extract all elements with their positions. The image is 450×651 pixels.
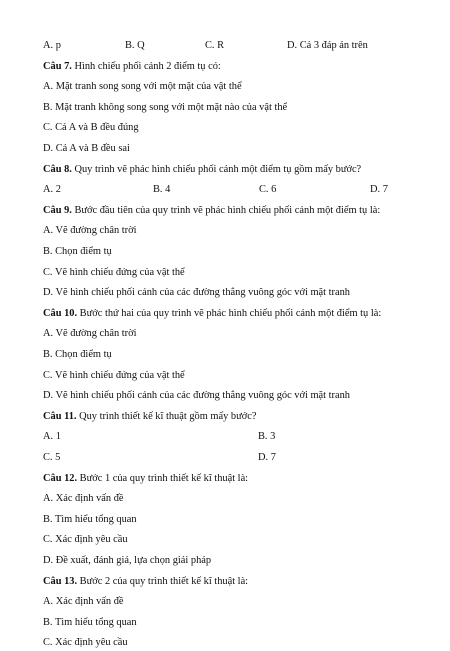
q12-option-a: A. Xác định vấn đề xyxy=(43,493,124,505)
q10-option-d: D. Vẽ hình chiếu phối cảnh của các đường thẳng vuông góc với mặt tranh xyxy=(43,390,350,402)
question-7 xyxy=(43,59,423,75)
answer-row xyxy=(43,38,423,54)
question-label: Câu 13. xyxy=(43,575,78,587)
question-text: Quy trình vẽ phác hình chiếu phối cảnh một điểm tụ gồm mấy bước? xyxy=(71,163,362,175)
q7-option-a: A. Mặt tranh song song với một mặt của vật thể xyxy=(43,81,242,93)
q11-option-a: A. 1 xyxy=(43,431,61,443)
q13-option-a: A. Xác định vấn đề xyxy=(43,596,124,608)
question-text: Bước 2 của quy trình thiết kế kĩ thuật là: xyxy=(77,575,249,587)
q8-option-d: D. 7 xyxy=(370,184,388,196)
question-label: Câu 11. xyxy=(43,410,77,422)
question-label: Câu 9. xyxy=(43,204,72,216)
option-c: C. R xyxy=(205,40,225,51)
q9-option-c: C. Vẽ hình chiếu đứng của vật thể xyxy=(43,266,185,278)
option-d: D. Cả 3 đáp án trên xyxy=(287,40,368,51)
option-a: A. p xyxy=(43,40,61,51)
q9-option-d: D. Vẽ hình chiếu phối cảnh của các đường thẳng vuông góc với mặt tranh xyxy=(43,287,350,299)
question-text: Hình chiếu phối cảnh 2 điểm tụ có: xyxy=(71,60,221,72)
q7-option-d: D. Cả A và B đều sai xyxy=(43,143,130,154)
q7-option-c: C. Cả A và B đều đúng xyxy=(43,122,139,134)
q13-option-b: B. Tìm hiểu tổng quan xyxy=(43,616,137,628)
option-b: B. Q xyxy=(125,40,145,51)
q11-answer-row-1 xyxy=(43,429,423,445)
question-label: Câu 10. xyxy=(43,307,78,319)
question-9 xyxy=(43,203,423,219)
q13-option-c: C. Xác định yêu cầu xyxy=(43,637,128,649)
q11-option-c: C. 5 xyxy=(43,452,61,463)
question-label: Câu 8. xyxy=(43,163,72,175)
q10-option-b: B. Chọn điểm tụ xyxy=(43,349,112,360)
question-13 xyxy=(43,574,423,590)
q7-option-b: B. Mặt tranh không song song với một mặt nào của vật thể xyxy=(43,101,288,113)
q11-option-b: B. 3 xyxy=(258,431,276,443)
question-text: Bước đầu tiên của quy trình vẽ phác hình chiếu phối cảnh một điểm tụ là: xyxy=(71,204,381,216)
question-label: Câu 12. xyxy=(43,472,78,484)
question-text: Bước 1 của quy trình thiết kế kĩ thuật là: xyxy=(77,472,249,484)
q12-option-b: B. Tìm hiểu tổng quan xyxy=(43,513,137,525)
q11-answer-row-2 xyxy=(43,450,423,466)
q9-option-a: A. Vẽ đường chân trời xyxy=(43,225,137,237)
q11-option-d: D. 7 xyxy=(258,452,276,463)
question-text: Bước thứ hai của quy trình vẽ phác hình chiếu phối cảnh một điểm tụ là: xyxy=(77,307,382,319)
q12-option-c: C. Xác định yêu cầu xyxy=(43,534,128,546)
q8-answer-row xyxy=(43,182,423,198)
q12-option-d: D. Đề xuất, đánh giá, lựa chọn giải pháp xyxy=(43,555,212,566)
q8-option-b: B. 4 xyxy=(153,184,171,196)
question-11 xyxy=(43,409,423,425)
question-12 xyxy=(43,471,423,487)
q8-option-a: A. 2 xyxy=(43,184,61,196)
q9-option-b: B. Chọn điểm tụ xyxy=(43,246,112,257)
question-label: Câu 7. xyxy=(43,60,72,72)
q10-option-c: C. Vẽ hình chiếu đứng của vật thể xyxy=(43,369,185,381)
question-10 xyxy=(43,306,423,322)
question-8 xyxy=(43,162,423,178)
question-text: Quy trình thiết kế kĩ thuật gồm mấy bước? xyxy=(76,410,257,422)
q8-option-c: C. 6 xyxy=(259,184,277,196)
q10-option-a: A. Vẽ đường chân trời xyxy=(43,328,137,340)
